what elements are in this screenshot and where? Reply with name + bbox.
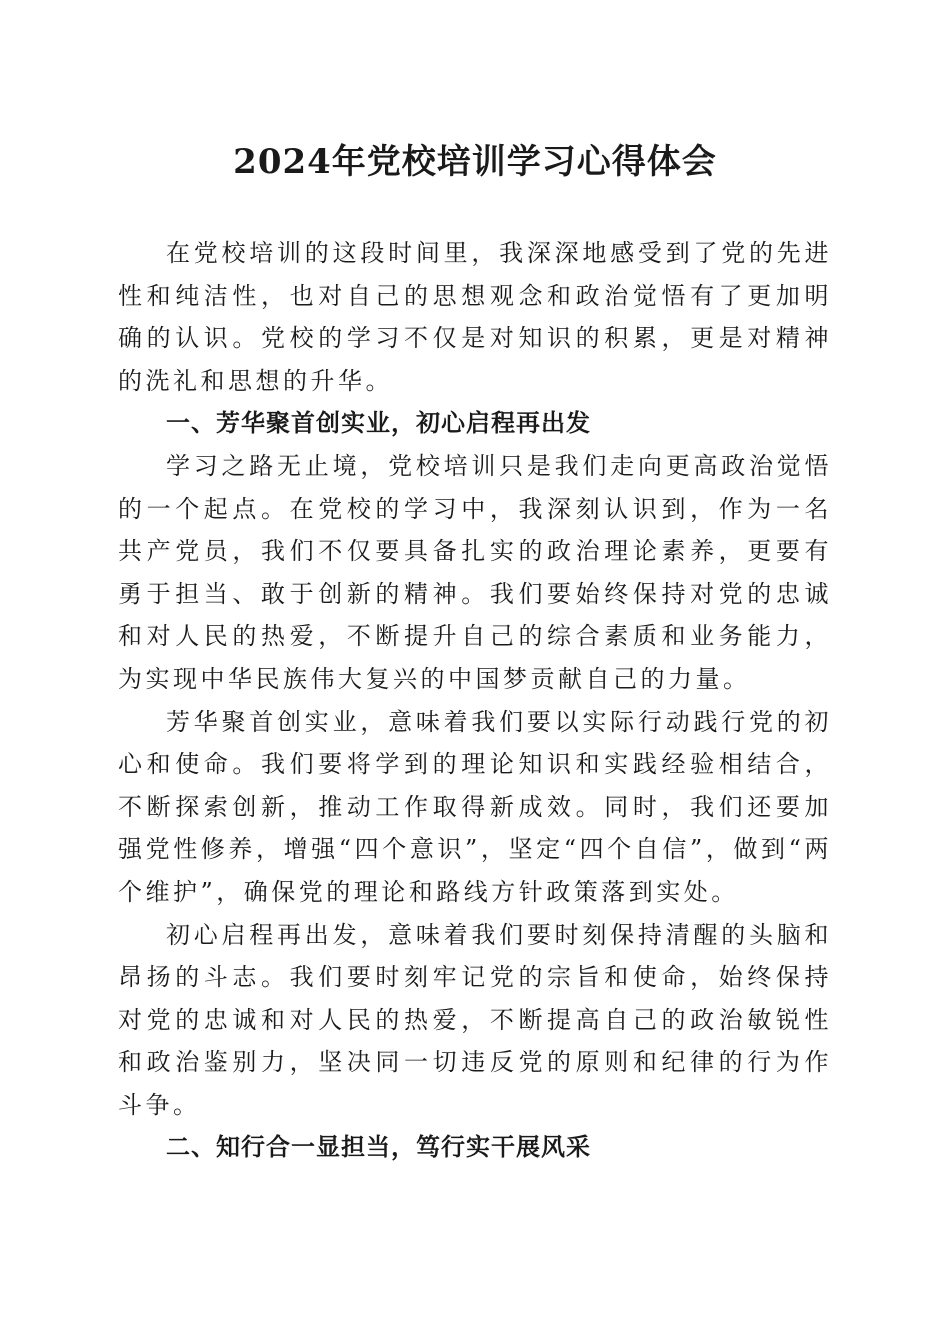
body-paragraph: 芳华聚首创实业，意味着我们要以实际行动践行党的初心和使命。我们要将学到的理论知识和实践经验相结合，不断探索创新，推动工作取得新成效。同时，我们还要加强党性修养，增强“四个意识”，坚定“四个自信”，做到“两个维护”，确保党的理论和路线方针政策落到实处。	[118, 707, 832, 906]
section-heading-1: 一、芳华聚首创实业，初心启程再出发	[166, 409, 591, 438]
section-heading-2: 二、知行合一显担当，笃行实干展风采	[166, 1133, 591, 1162]
document-body	[118, 232, 832, 1169]
page-title: 2024年党校培训学习心得体会	[233, 142, 717, 182]
intro-paragraph: 在党校培训的这段时间里，我深深地感受到了党的先进性和纯洁性，也对自己的思想观念和政治觉悟有了更加明确的认识。党校的学习不仅是对知识的积累，更是对精神的洗礼和思想的升华。	[118, 239, 832, 395]
body-paragraph: 学习之路无止境，党校培训只是我们走向更高政治觉悟的一个起点。在党校的学习中，我深刻认识到，作为一名共产党员，我们不仅要具备扎实的政治理论素养，更要有勇于担当、敢于创新的精神。我们要始终保持对党的忠诚和对人民的热爱，不断提升自己的综合素质和业务能力，为实现中华民族伟大复兴的中国梦贡献自己的力量。	[118, 451, 832, 693]
body-paragraph: 初心启程再出发，意味着我们要时刻保持清醒的头脑和昂扬的斗志。我们要时刻牢记党的宗旨和使命，始终保持对党的忠诚和对人民的热爱，不断提高自己的政治敏锐性和政治鉴别力，坚决同一切违反党的原则和纪律的行为作斗争。	[118, 920, 832, 1119]
